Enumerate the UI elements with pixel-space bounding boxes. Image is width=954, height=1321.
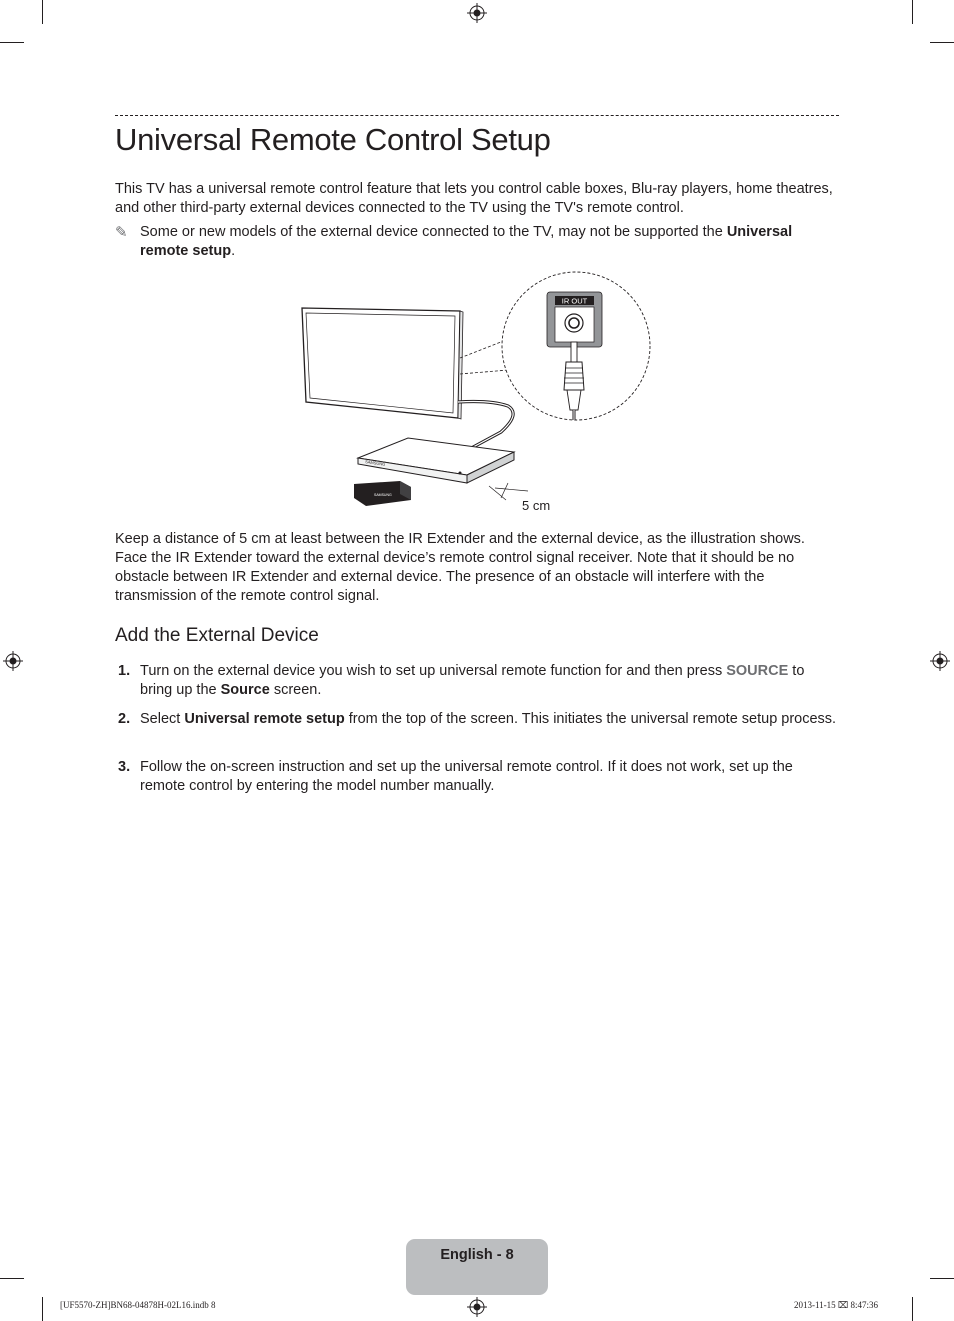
step-text-part: screen. (269, 682, 322, 698)
extender-brand-label: SAMSUNG (374, 493, 392, 497)
device-brand-label: SAMSUNG (364, 459, 386, 467)
page-number-label: English - 8 (440, 1247, 514, 1263)
crop-mark (42, 0, 43, 24)
crop-mark (0, 42, 24, 43)
step-number: 1. (118, 663, 131, 679)
crop-mark (912, 0, 913, 24)
crop-mark (0, 1278, 24, 1279)
list-item (115, 662, 839, 702)
list-item (115, 758, 839, 798)
ir-out-label: IR OUT (561, 296, 588, 306)
note-text-part: Some or new models of the external device connected to the TV, may not be supported the (140, 224, 727, 240)
registration-mark-icon (3, 651, 23, 671)
print-slug-date: 2013-11-15 ⌧ 8:47:36 (794, 1300, 879, 1310)
distance-paragraph: Keep a distance of 5 cm at least between the IR Extender and the external device, as the illustration shows. Face the IR Extender toward the external device’s remote control signal receiver. Note that it should be no obstacle between IR Extender and external device. The presence of an obstacle will interfere with the transmission of the remote control signal. (115, 531, 805, 604)
step-number: 2. (118, 711, 131, 727)
ir-extender-illustration (296, 270, 660, 520)
step-text-part: Turn on the external device you wish to set up universal remote function for and then press (140, 663, 727, 679)
pencil-note-icon: ✎ (115, 224, 128, 241)
ir-out-port (547, 292, 602, 347)
crop-mark (912, 1297, 913, 1321)
registration-mark-icon (467, 1297, 487, 1317)
step-text (140, 758, 838, 796)
step-text-part: to bring up the (140, 663, 805, 698)
note (115, 223, 839, 263)
registration-mark-icon (930, 651, 950, 671)
registration-mark-icon (467, 3, 487, 23)
note-text-bold: Universal remote setup (140, 224, 793, 259)
source-screen-label: Source (220, 682, 270, 698)
title-rule (115, 115, 839, 116)
step-text (140, 710, 838, 729)
step-text-part: Follow the on-screen instruction and set up the universal remote control. If it does not work, set up the remote control by entering the model number manually. (140, 759, 793, 794)
note-text-end: . (231, 243, 236, 259)
universal-remote-setup-label: Universal remote setup (184, 711, 345, 727)
print-slug-file: [UF5570-ZH]BN68-04878H-02L16.indb 8 (60, 1300, 216, 1310)
step-text (140, 662, 838, 700)
page-title: Universal Remote Control Setup (115, 122, 551, 157)
intro-paragraph: This TV has a universal remote control feature that lets you control cable boxes, Blu-ray players, home theatres, and other third-party external devices connected to the TV using the TV's remote control. (115, 181, 833, 216)
external-device-drawing (358, 438, 514, 483)
crop-mark (930, 1278, 954, 1279)
note-text (140, 223, 830, 261)
list-item (115, 710, 839, 750)
section-heading: Add the External Device (115, 625, 319, 646)
source-key-label: SOURCE (726, 663, 789, 679)
step-number: 3. (118, 759, 131, 775)
step-text-part: from the top of the screen. This initiates the universal remote setup process. (344, 711, 837, 727)
distance-label: 5 cm (522, 498, 551, 513)
tv-drawing (302, 308, 463, 419)
ir-extender-drawing (354, 481, 411, 506)
crop-mark (42, 1297, 43, 1321)
crop-mark (930, 42, 954, 43)
step-text-part: Select (140, 711, 185, 727)
